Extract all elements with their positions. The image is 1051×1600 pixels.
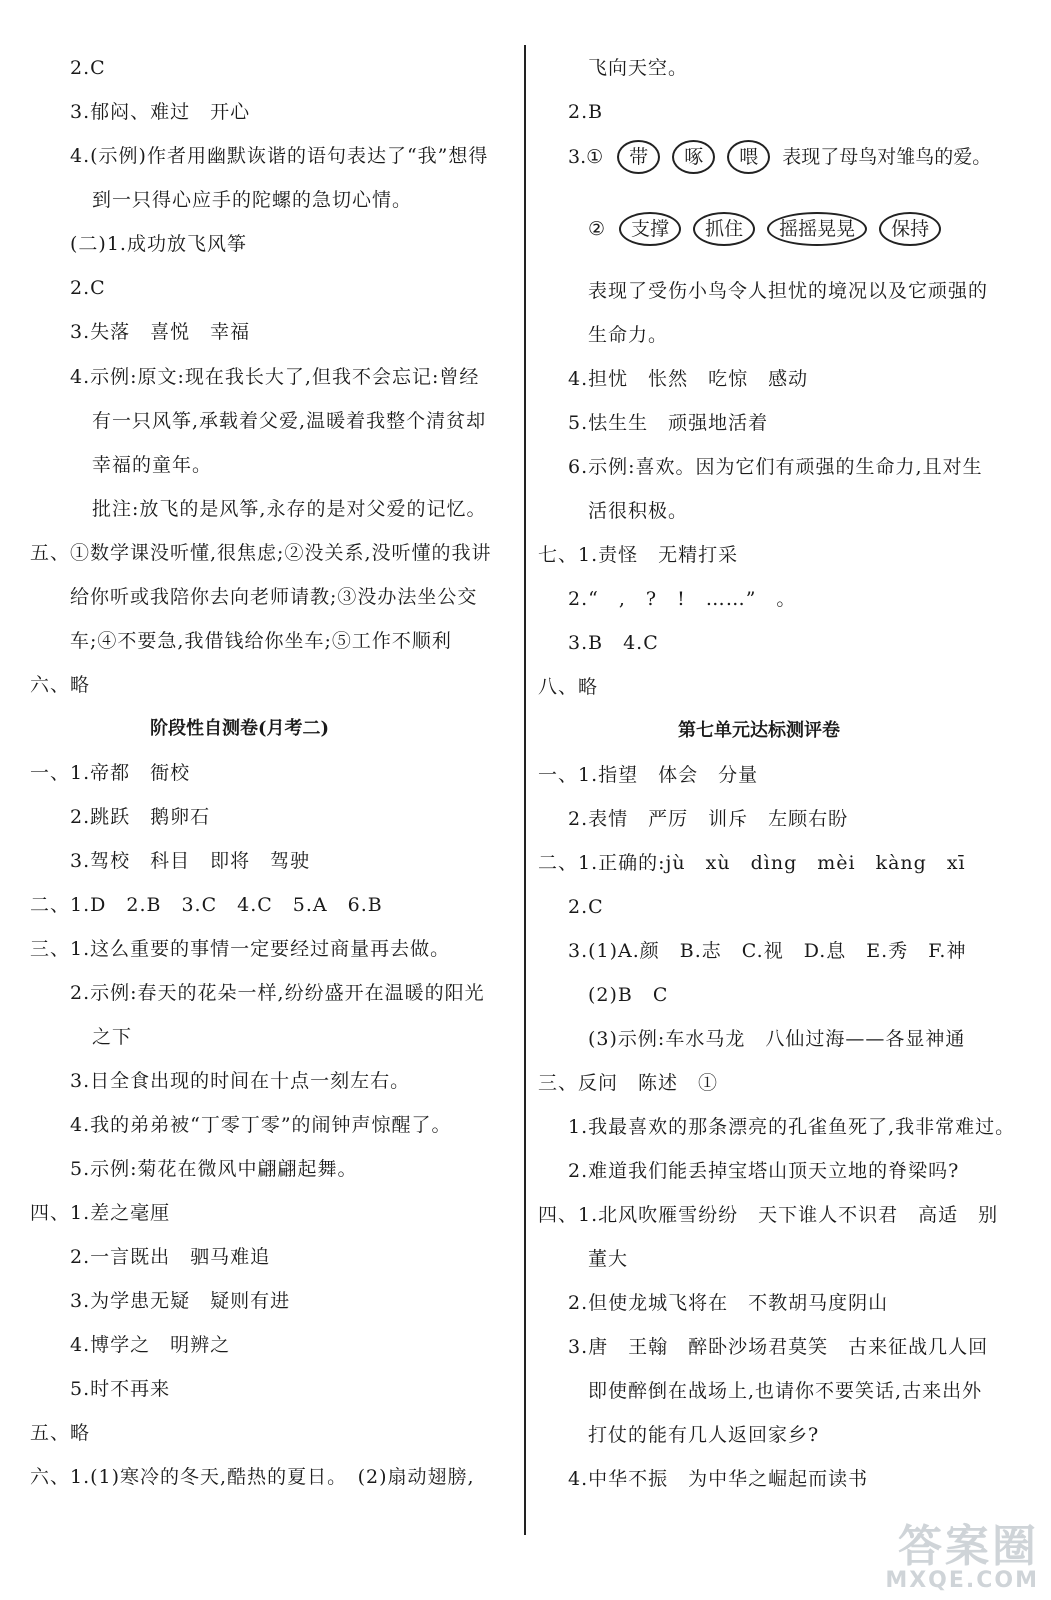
answer-line: (3)示例:车水马龙 八仙过海——各显神通 bbox=[588, 1028, 966, 1050]
answer-line: 2.难道我们能丢掉宝塔山顶天立地的脊梁吗? bbox=[568, 1160, 960, 1182]
answer-line: 三、反问 陈述 ① bbox=[538, 1072, 719, 1094]
answer-line: 4.中华不振 为中华之崛起而读书 bbox=[568, 1468, 869, 1490]
answer-line: 3.唐 王翰 醉卧沙场君莫笑 古来征战几人回 bbox=[568, 1336, 989, 1358]
watermark-logo: 答案圈 bbox=[898, 1521, 1039, 1572]
answer-line: 打仗的能有几人返回家乡? bbox=[588, 1424, 820, 1446]
answer-line: 表现了受伤小鸟令人担忧的境况以及它顽强的 bbox=[588, 280, 989, 302]
watermark-url: MXQE.COM bbox=[885, 1568, 1039, 1593]
section-heading: 第七单元达标测评卷 bbox=[678, 720, 840, 741]
circled-words-row-2 bbox=[588, 212, 953, 246]
circled-word: 保持 bbox=[879, 212, 941, 246]
right-column bbox=[528, 0, 1051, 1600]
answer-line: 一、1.指望 体会 分量 bbox=[538, 764, 759, 786]
answer-line: 车;④不要急,我借钱给你坐车;⑤工作不顺利 bbox=[70, 630, 452, 652]
answer-line: 董大 bbox=[588, 1248, 629, 1270]
answer-line: 2.B bbox=[568, 101, 604, 123]
answer-line: 3.(1)A.颜 B.志 C.视 D.息 E.秀 F.神 bbox=[568, 940, 967, 962]
answer-line: (二)1.成功放飞风筝 bbox=[70, 233, 247, 255]
answer-line: 飞向天空。 bbox=[588, 57, 689, 79]
answer-line: 生命力。 bbox=[588, 324, 669, 346]
answer-line: 5.时不再来 bbox=[70, 1378, 171, 1400]
answer-line: 2.但使龙城飞将在 不教胡马度阴山 bbox=[568, 1292, 889, 1314]
answer-line: 批注:放飞的是风筝,永存的是对父爱的记忆。 bbox=[92, 498, 487, 520]
answer-line: 六、略 bbox=[30, 674, 91, 696]
answer-line: 3.失落 喜悦 幸福 bbox=[70, 321, 251, 343]
answer-line: 之下 bbox=[92, 1026, 133, 1048]
answer-line: 2.跳跃 鹅卵石 bbox=[70, 806, 211, 828]
answer-line: 4.我的弟弟被“丁零丁零”的闹钟声惊醒了。 bbox=[70, 1114, 452, 1136]
circled-word: 喂 bbox=[727, 140, 770, 174]
answer-line: 给你听或我陪你去向老师请教;③没办法坐公交 bbox=[70, 586, 478, 608]
circled-word: 啄 bbox=[672, 140, 715, 174]
answer-line: 2.C bbox=[70, 57, 106, 79]
column-divider bbox=[524, 45, 526, 1535]
circled-row-note: 表现了母鸟对雏鸟的爱。 bbox=[782, 146, 992, 168]
answer-line: 六、1.(1)寒冷的冬天,酷热的夏日。 (2)扇动翅膀, bbox=[30, 1466, 475, 1488]
answer-line: 2.示例:春天的花朵一样,纷纷盛开在温暖的阳光 bbox=[70, 982, 485, 1004]
answer-line: 即使醉倒在战场上,也请你不要笑话,古来出外 bbox=[588, 1380, 983, 1402]
answer-line: 2.“ , ? ! ……” 。 bbox=[568, 588, 797, 610]
answer-line: 一、1.帝都 衙校 bbox=[30, 762, 191, 784]
answer-line: 6.示例:喜欢。因为它们有顽强的生命力,且对生 bbox=[568, 456, 983, 478]
answer-line: 3.B 4.C bbox=[568, 632, 659, 654]
answer-line: 2.C bbox=[568, 896, 604, 918]
answer-line: 3.郁闷、难过 开心 bbox=[70, 101, 251, 123]
answer-line: 5.怯生生 顽强地活着 bbox=[568, 412, 769, 434]
circled-words-row-1 bbox=[568, 140, 991, 174]
answer-line: 四、1.北风吹雁雪纷纷 天下谁人不识君 高适 别 bbox=[538, 1204, 999, 1226]
answer-line: 3.日全食出现的时间在十点一刻左右。 bbox=[70, 1070, 411, 1092]
answer-line: 4.(示例)作者用幽默诙谐的语句表达了“我”想得 bbox=[70, 145, 489, 167]
answer-line: 有一只风筝,承载着父爱,温暖着我整个清贫却 bbox=[92, 410, 487, 432]
answer-line: 4.示例:原文:现在我长大了,但我不会忘记:曾经 bbox=[70, 366, 480, 388]
item-number: ② bbox=[588, 218, 606, 240]
answer-line: 2.一言既出 驷马难追 bbox=[70, 1246, 271, 1268]
left-column bbox=[0, 0, 520, 1600]
answer-line: 二、1.正确的:jù xù dìng mèi kàng xī bbox=[538, 852, 966, 874]
answer-line: 活很积极。 bbox=[588, 500, 689, 522]
answer-line: 四、1.差之毫厘 bbox=[30, 1202, 171, 1224]
section-heading: 阶段性自测卷(月考二) bbox=[150, 718, 330, 739]
answer-line: 五、①数学课没听懂,很焦虑;②没关系,没听懂的我讲 bbox=[30, 542, 492, 564]
answer-line: 1.我最喜欢的那条漂亮的孔雀鱼死了,我非常难过。 bbox=[568, 1116, 1016, 1138]
answer-line: 五、略 bbox=[30, 1422, 91, 1444]
answer-line: 到一只得心应手的陀螺的急切心情。 bbox=[92, 189, 413, 211]
watermark bbox=[885, 1521, 1039, 1593]
answer-line: 4.担忧 怅然 吃惊 感动 bbox=[568, 368, 809, 390]
answer-line: 5.示例:菊花在微风中翩翩起舞。 bbox=[70, 1158, 358, 1180]
answer-line: 三、1.这么重要的事情一定要经过商量再去做。 bbox=[30, 938, 451, 960]
circled-word: 抓住 bbox=[693, 212, 755, 246]
circled-word: 带 bbox=[617, 140, 660, 174]
answer-line: (2)B C bbox=[588, 984, 669, 1006]
answer-line: 4.博学之 明辨之 bbox=[70, 1334, 231, 1356]
answer-line: 八、略 bbox=[538, 676, 599, 698]
item-number: 3.① bbox=[568, 146, 604, 168]
answer-line: 七、1.责怪 无精打采 bbox=[538, 544, 739, 566]
answer-line: 二、1.D 2.B 3.C 4.C 5.A 6.B bbox=[30, 894, 383, 916]
answer-line: 2.表情 严厉 训斥 左顾右盼 bbox=[568, 808, 849, 830]
circled-word: 摇摇晃晃 bbox=[767, 212, 867, 246]
answer-line: 3.为学患无疑 疑则有进 bbox=[70, 1290, 291, 1312]
answer-line: 3.驾校 科目 即将 驾驶 bbox=[70, 850, 311, 872]
answer-line: 幸福的童年。 bbox=[92, 454, 213, 476]
circled-word: 支撑 bbox=[619, 212, 681, 246]
answer-line: 2.C bbox=[70, 277, 106, 299]
